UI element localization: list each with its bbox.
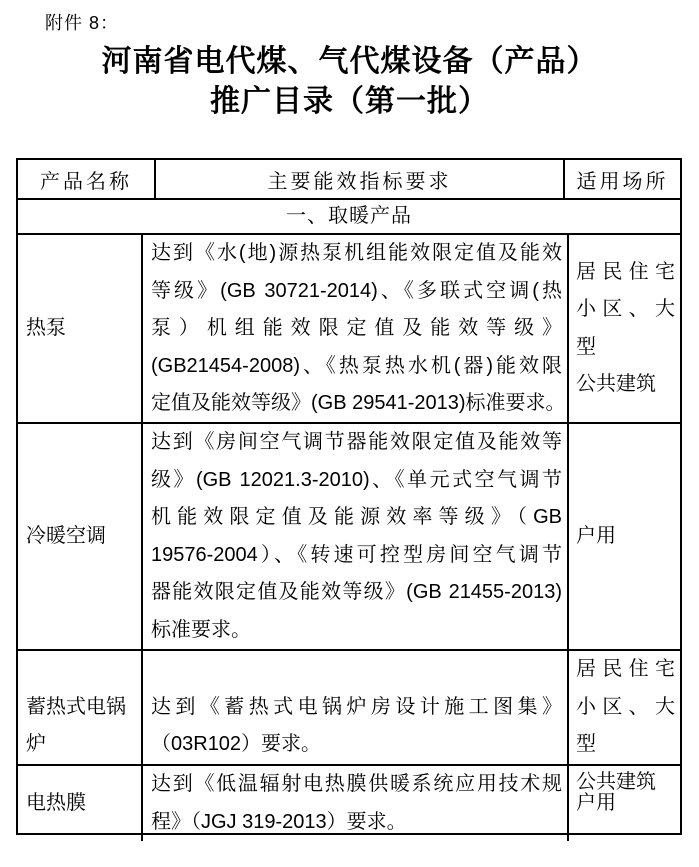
attachment-label: 附件 8： xyxy=(45,13,120,33)
catalog-table xyxy=(16,158,682,835)
requirement-line: 达到《低温辐射电热膜供暖系统应用技术规 xyxy=(151,773,562,795)
venue-line: 户用 xyxy=(576,524,616,547)
header-product-name: 产品名称 xyxy=(40,170,132,193)
requirement-line: 等级》(GB 30721-2014)、《多联式空调(热 xyxy=(151,279,562,302)
section-title: 一、取暖产品 xyxy=(286,205,412,227)
requirement-cell xyxy=(141,766,567,841)
header-applicable-site: 适用场所 xyxy=(563,160,680,198)
requirement-line: 达到《房间空气调节器能效限定值及能效等 xyxy=(151,431,562,453)
requirement-line: (GB21454-2008)、《热泵热水机(器)能效限 xyxy=(151,354,562,377)
header-efficiency-requirement: 主要能效指标要求 xyxy=(154,160,563,198)
product-name: 蓄热式电锅炉 xyxy=(26,695,126,755)
table-row-electric-heating-film xyxy=(18,764,680,833)
requirement-line: 达到《蓄热式电锅炉房设计施工图集》 xyxy=(151,695,562,718)
venue-line: 户用 xyxy=(576,791,616,814)
page-title-line1: 河南省电代煤、气代煤设备（产品） xyxy=(101,45,598,78)
venue-line: 公共建筑 xyxy=(576,770,656,793)
table-header-row xyxy=(18,160,680,198)
requirement-line: 达到《水(地)源热泵机组能效限定值及能效 xyxy=(151,242,562,264)
page-title-line2: 推广目录（第一批） xyxy=(210,85,489,118)
requirement-cell xyxy=(141,424,567,649)
product-name: 热泵 xyxy=(26,317,66,339)
venue-cell xyxy=(567,235,680,423)
requirement-line: 程》（JGJ 319-2013）要求。 xyxy=(151,810,407,833)
venue-line: 居民住宅 xyxy=(576,658,675,680)
table-row-air-conditioner xyxy=(18,422,680,649)
requirement-line: 定值及能效等级》(GB 29541-2013)标准要求。 xyxy=(151,392,566,414)
venue-line: 居民住宅 xyxy=(576,260,675,283)
requirement-line: （03R102）要求。 xyxy=(151,733,322,755)
requirement-line: 级》(GB 12021.3-2010)、《单元式空气调节 xyxy=(151,468,562,491)
page-title xyxy=(0,42,699,122)
requirement-line: 机能效限定值及能源效率等级》（GB xyxy=(151,506,562,528)
requirement-cell xyxy=(141,235,567,423)
venue-cell xyxy=(567,766,680,841)
requirement-line: 器能效限定值及能效等级》(GB 21455-2013) xyxy=(151,581,562,603)
table-row-heat-pump xyxy=(18,233,680,422)
requirement-line: 泵）机组能效限定值及能效等级》 xyxy=(151,317,562,339)
requirement-line: 标准要求。 xyxy=(151,618,251,641)
venue-line: 小区、大型 xyxy=(576,695,675,755)
venue-cell xyxy=(567,424,680,649)
document-page xyxy=(0,13,699,867)
venue-line: 公共建筑 xyxy=(576,373,656,396)
venue-line: 小区、大型 xyxy=(576,298,675,358)
requirement-line: 19576-2004）、《转速可控型房间空气调节 xyxy=(151,543,562,566)
product-name: 冷暖空调 xyxy=(26,524,106,547)
section-row xyxy=(18,198,680,233)
product-name: 电热膜 xyxy=(26,791,86,814)
